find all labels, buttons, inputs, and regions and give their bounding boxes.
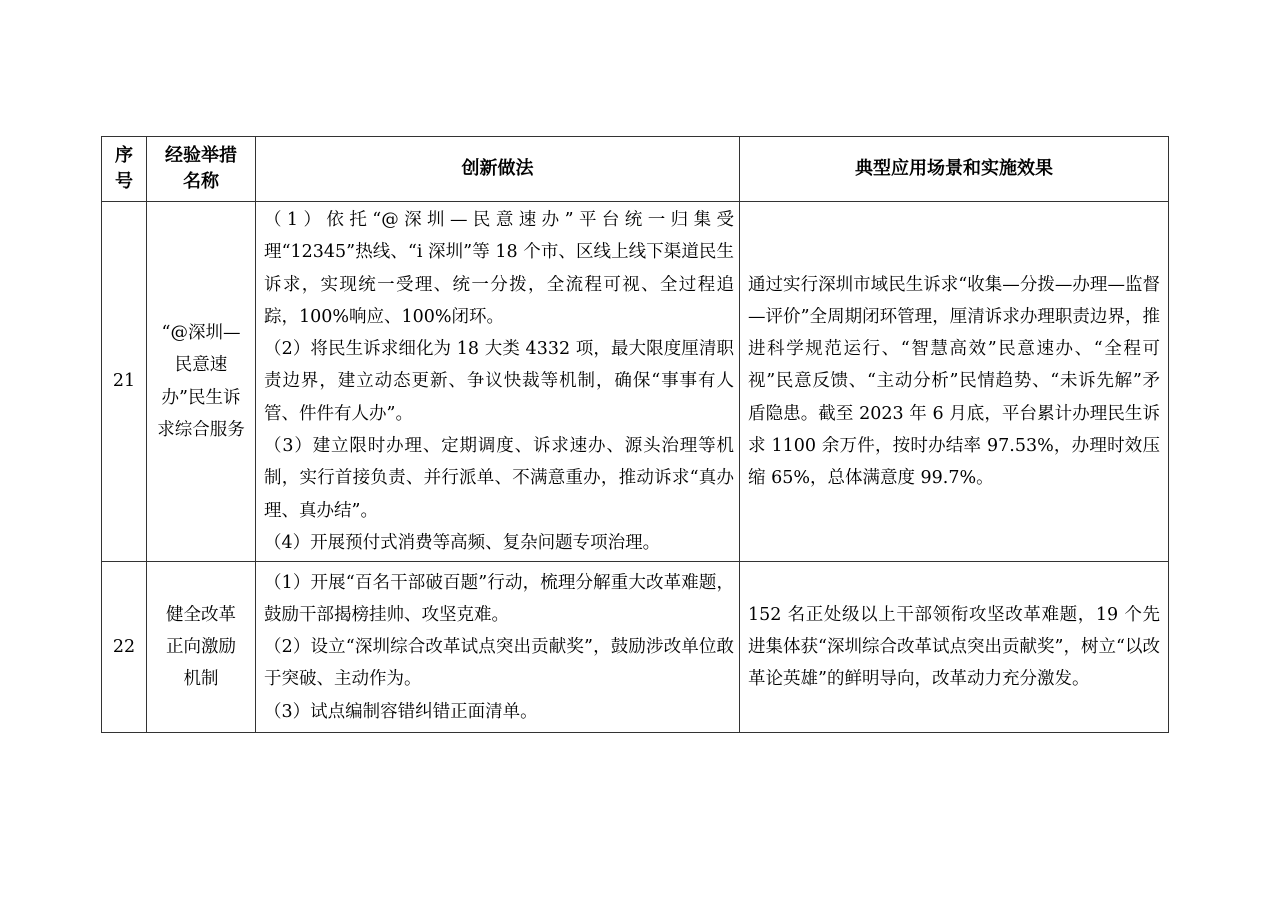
measure-item: （2）将民生诉求细化为 18 大类 4332 项，最大限度厘清职责边界，建立动态更新、争议快裁等机制，确保“事事有人管、件件有人办”。 (264, 339, 734, 424)
row-name: “@深圳—民意速办”民生诉求综合服务 (147, 202, 256, 562)
row-name: 健全改革正向激励机制 (147, 562, 256, 733)
measure-item: （2）设立“深圳综合改革试点突出贡献奖”，鼓励涉改单位敢于突破、主动作为。 (264, 637, 734, 690)
table-header-row (102, 137, 1169, 202)
measure-item: （1）依托“@深圳—民意速办”平台统一归集受理“12345”热线、“i 深圳”等 18 个市、区线上线下渠道民生诉求，实现统一受理、统一分拨，全流程可视、全过程追踪，100%响应、100%闭环。 (264, 210, 734, 327)
row-effect: 152 名正处级以上干部领衔攻坚改革难题，19 个先进集体获“深圳综合改革试点突出贡献奖”，树立“以改革论英雄”的鲜明导向，改革动力充分激发。 (740, 562, 1169, 733)
measure-item: （3）建立限时办理、定期调度、诉求速办、源头治理等机制，实行首接负责、并行派单、不满意重办，推动诉求“真办理、真办结”。 (264, 436, 734, 521)
table-row (102, 202, 1169, 562)
row-measures (256, 562, 740, 733)
header-name: 经验举措名称 (147, 137, 256, 202)
header-seq: 序号 (102, 137, 147, 202)
header-effect: 典型应用场景和实施效果 (740, 137, 1169, 202)
table-row (102, 562, 1169, 733)
header-innovation: 创新做法 (256, 137, 740, 202)
row-seq: 21 (102, 202, 147, 562)
measure-item: （4）开展预付式消费等高频、复杂问题专项治理。 (264, 532, 661, 553)
row-effect: 通过实行深圳市域民生诉求“收集—分拨—办理—监督—评价”全周期闭环管理，厘清诉求办理职责边界，推进科学规范运行、“智慧高效”民意速办、“全程可视”民意反馈、“主动分析”民情趋势、“未诉先解”矛盾隐患。截至 2023 年 6 月底，平台累计办理民生诉求 1100 余万件，按时办结率 97.53%，办理时效压缩 65%，总体满意度 99.7%。 (740, 202, 1169, 562)
measure-item: （1）开展“百名干部破百题”行动，梳理分解重大改革难题，鼓励干部揭榜挂帅、攻坚克难。 (264, 572, 734, 625)
experience-table (101, 136, 1169, 733)
row-seq: 22 (102, 562, 147, 733)
row-measures (256, 202, 740, 562)
measure-item: （3）试点编制容错纠错正面清单。 (264, 701, 538, 722)
